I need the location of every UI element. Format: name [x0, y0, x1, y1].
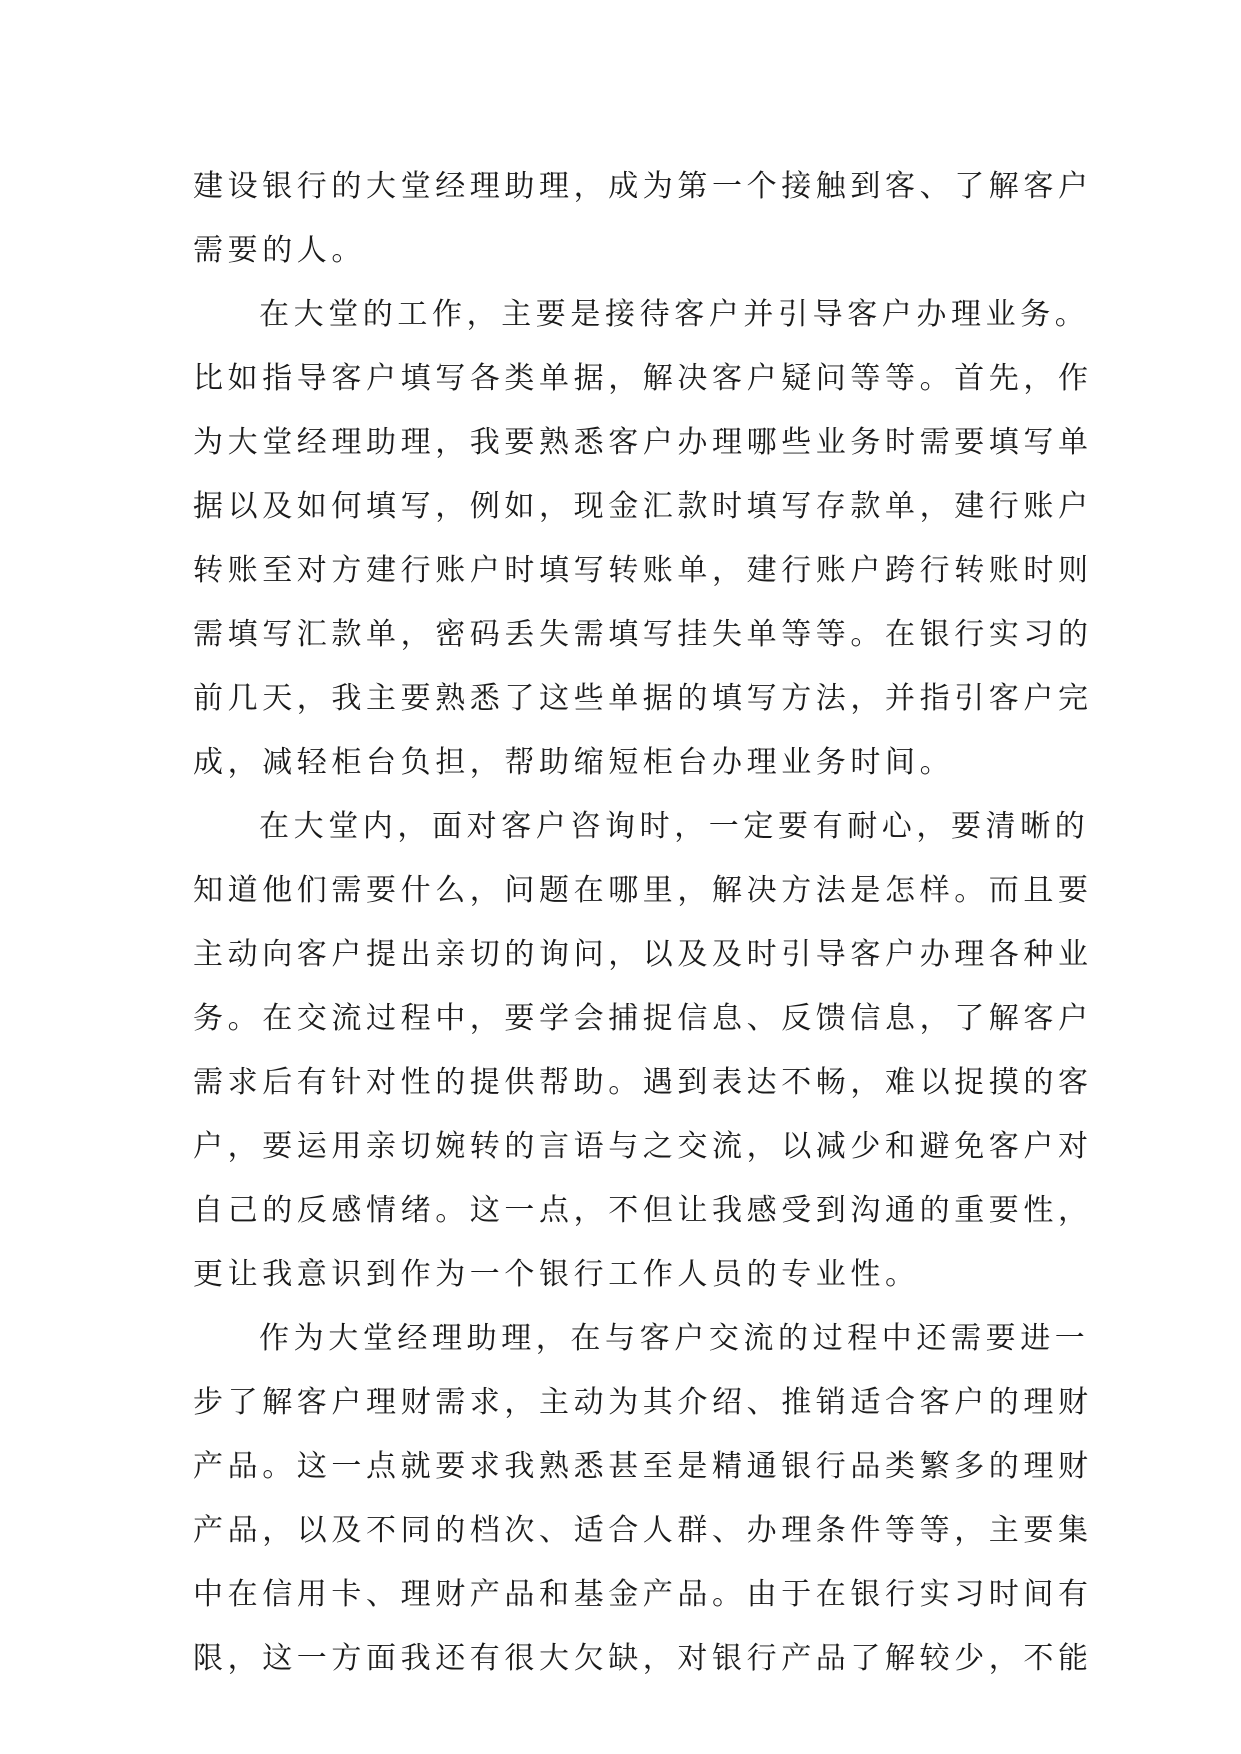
text-line: 成，减轻柜台负担，帮助缩短柜台办理业务时间。	[193, 745, 955, 780]
text-line: 为大堂经理助理，我要熟悉客户办理哪些业务时需要填写单	[193, 425, 1093, 460]
text-line: 需要的人。	[193, 233, 366, 268]
text-line-indented: 在大堂内，面对客户咨询时，一定要有耐心，要清晰的	[259, 809, 1090, 844]
text-line: 据以及如何填写，例如，现金汇款时填写存款单，建行账户	[193, 489, 1093, 524]
text-line: 建设银行的大堂经理助理，成为第一个接触到客、了解客户	[193, 169, 1093, 204]
text-line: 产品，以及不同的档次、适合人群、办理条件等等，主要集	[193, 1513, 1093, 1548]
text-line: 转账至对方建行账户时填写转账单，建行账户跨行转账时则	[193, 553, 1093, 588]
document-body	[193, 155, 1093, 1691]
text-line: 主动向客户提出亲切的询问，以及及时引导客户办理各种业	[193, 937, 1093, 972]
text-line-indented: 作为大堂经理助理，在与客户交流的过程中还需要进一	[259, 1321, 1090, 1356]
text-line: 自己的反感情绪。这一点，不但让我感受到沟通的重要性，	[193, 1193, 1093, 1228]
paragraph-4	[193, 1307, 1093, 1691]
text-line: 前几天，我主要熟悉了这些单据的填写方法，并指引客户完	[193, 681, 1093, 716]
text-line: 限，这一方面我还有很大欠缺，对银行产品了解较少，不能	[193, 1641, 1093, 1676]
text-line: 需填写汇款单，密码丢失需填写挂失单等等。在银行实习的	[193, 617, 1093, 652]
text-line: 需求后有针对性的提供帮助。遇到表达不畅，难以捉摸的客	[193, 1065, 1093, 1100]
text-line: 务。在交流过程中，要学会捕捉信息、反馈信息，了解客户	[193, 1001, 1093, 1036]
text-line: 步了解客户理财需求，主动为其介绍、推销适合客户的理财	[193, 1385, 1093, 1420]
paragraph-2	[193, 283, 1093, 795]
paragraph-1	[193, 155, 1093, 283]
text-line-indented: 在大堂的工作，主要是接待客户并引导客户办理业务。	[259, 297, 1090, 332]
text-line: 中在信用卡、理财产品和基金产品。由于在银行实习时间有	[193, 1577, 1093, 1612]
text-line: 知道他们需要什么，问题在哪里，解决方法是怎样。而且要	[193, 873, 1093, 908]
text-line: 比如指导客户填写各类单据，解决客户疑问等等。首先，作	[193, 361, 1093, 396]
text-line: 产品。这一点就要求我熟悉甚至是精通银行品类繁多的理财	[193, 1449, 1093, 1484]
text-line: 户，要运用亲切婉转的言语与之交流，以减少和避免客户对	[193, 1129, 1093, 1164]
paragraph-3	[193, 795, 1093, 1307]
text-line: 更让我意识到作为一个银行工作人员的专业性。	[193, 1257, 920, 1292]
